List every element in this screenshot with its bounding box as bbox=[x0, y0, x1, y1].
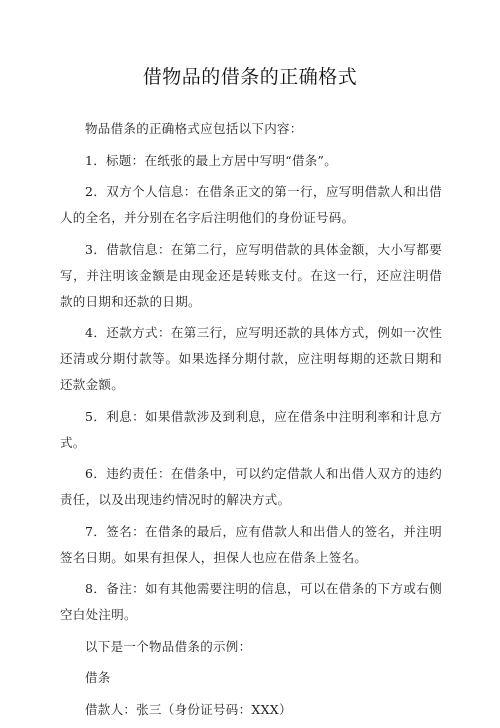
document-body bbox=[60, 116, 442, 728]
paragraph-item-6: 6．违约责任：在借条中，可以约定借款人和出借人双方的违约责任，以及出现违约情况时的解决方式。 bbox=[60, 466, 442, 507]
paragraph-example-borrower: 借款人：张三（身份证号码：XXX） bbox=[85, 701, 292, 717]
paragraph-item-5: 5．利息：如果借款涉及到利息，应在借条中注明利率和计息方式。 bbox=[60, 408, 442, 450]
page-title: 借物品的借条的正确格式 bbox=[142, 66, 358, 88]
paragraph-intro: 物品借条的正确格式应包括以下内容： bbox=[85, 121, 303, 136]
paragraph-item-4: 4．还款方式：在第三行，应写明还款的具体方式，例如一次性还清或分期付款等。如果选择分期付款，应注明每期的还款日期和还款金额。 bbox=[60, 325, 442, 392]
paragraph-item-2: 2．双方个人信息：在借条正文的第一行，应写明借款人和出借人的全名，并分别在名字后注明他们的身份证号码。 bbox=[60, 184, 442, 225]
paragraph-item-8: 8．备注：如有其他需要注明的信息，可以在借条的下方或右侧空白处注明。 bbox=[60, 581, 442, 622]
paragraph-item-7: 7．签名：在借条的最后，应有借款人和出借人的签名，并注明签名日期。如果有担保人，担保人也应在借条上签名。 bbox=[60, 523, 442, 565]
paragraph-example-intro: 以下是一个物品借条的示例： bbox=[85, 638, 252, 654]
paragraph-example-title: 借条 bbox=[85, 670, 111, 685]
paragraph-item-1: 1．标题：在纸张的最上方居中写明“借条”。 bbox=[85, 152, 338, 168]
paragraph-item-3: 3．借款信息：在第二行，应写明借款的具体金额，大小写都要写，并注明该金额是由现金还是转账支付。在这一行，还应注明借款的日期和还款的日期。 bbox=[60, 241, 442, 309]
